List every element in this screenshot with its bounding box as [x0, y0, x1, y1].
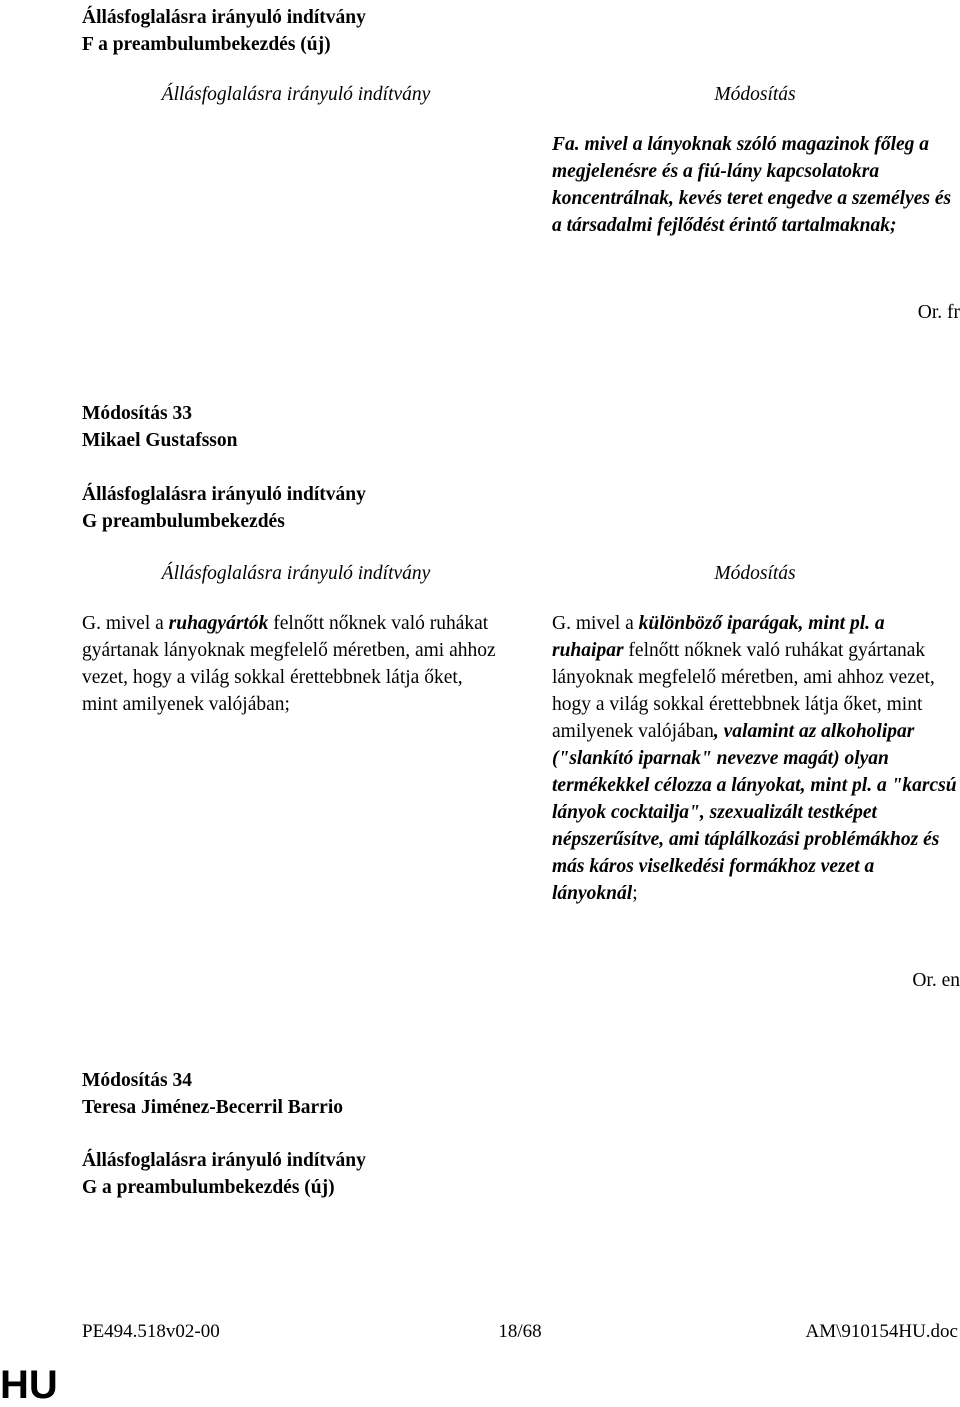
amendment-33-original-language: Or. en: [912, 970, 960, 991]
amendment-34-number: Módosítás 34: [82, 1070, 192, 1091]
footer-document-id: AM\910154HU.doc: [805, 1321, 958, 1342]
amendment-33-original-text: G. mivel a ruhagyártók felnőtt nőknek való ruhákat gyártanak lányoknak megfelelő méretben, ami ahhoz vezet, hogy a világ sokkal érettebbnek látja őket, mint amilyenek valójában;: [82, 613, 496, 715]
amendment-33-subtitle: G preambulumbekezdés: [82, 511, 285, 532]
prev-col-right-heading: Módosítás: [714, 84, 796, 105]
amendment-33-col-left-heading: Állásfoglalásra irányuló indítvány: [161, 563, 431, 584]
highlighted-change: , valamint az alkoholipar ("slankító iparnak" nevezve magát) olyan termékekkel célozza a lányokat, mint pl. a "karcsú lányok cocktailja", szexualizált testképet népszerűsítve, ami táplálkozási problémákhoz és más káros viselkedési formákhoz vezet a lányoknál: [552, 721, 957, 904]
amendment-33-col-right-heading: Módosítás: [714, 563, 796, 584]
amendment-34-subtitle: G a preambulumbekezdés (új): [82, 1177, 335, 1198]
prev-col-left-heading: Állásfoglalásra irányuló indítvány: [161, 84, 431, 105]
prev-subtitle: F a preambulumbekezdés (új): [82, 34, 331, 55]
prev-original-language: Or. fr: [917, 302, 960, 323]
footer-reference: PE494.518v02-00: [82, 1321, 220, 1342]
amendment-34-title: Állásfoglalásra irányuló indítvány: [82, 1150, 366, 1171]
amendment-33-amended-text: G. mivel a különböző iparágak, mint pl. a ruhaipar felnőtt nőknek való ruhákat gyártanak lányoknak megfelelő méretben, ami ahhoz vezet, hogy a világ sokkal érettebbnek látja őket, mint amilyenek valójában, valamint az alkoholipar ("slankító iparnak" nevezve magát) olyan termékekkel célozza a lányokat, mint pl. a "karcsú lányok cocktailja", szexualizált testképet népszerűsítve, ami táplálkozási problémákhoz és más káros viselkedési formákhoz vezet a lányoknál;: [552, 613, 957, 904]
amendment-34-author: Teresa Jiménez-Becerril Barrio: [82, 1097, 343, 1118]
amendment-33-author: Mikael Gustafsson: [82, 430, 238, 451]
prev-title: Állásfoglalásra irányuló indítvány: [82, 7, 366, 28]
amendment-33-title: Állásfoglalásra irányuló indítvány: [82, 484, 366, 505]
language-code: HU: [0, 1363, 58, 1407]
amendment-33-number: Módosítás 33: [82, 403, 192, 424]
prev-amended-text: Fa. mivel a lányoknak szóló magazinok főleg a megjelenésre és a fiú-lány kapcsolatokra koncentrálnak, kevés teret engedve a személyes és a társadalmi fejlődést érintő tartalmaknak;: [552, 134, 952, 236]
footer-page-number: 18/68: [498, 1321, 542, 1342]
highlighted-change: különböző iparágak, mint pl. a ruhaipar: [552, 613, 885, 661]
highlighted-change: ruhagyártók: [168, 613, 269, 634]
